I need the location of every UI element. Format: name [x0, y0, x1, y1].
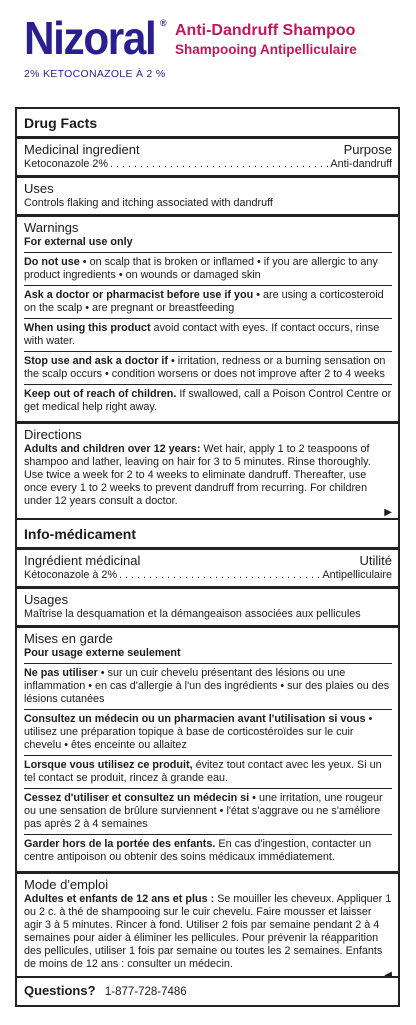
- directions-text: Se mouiller les cheveux. Appliquer 1 ou 2 c. à thé de shampooing sur le cuir chevelu. Faire mousser et laisser agir 3 à 5 minutes. Rincer à fond. Utiliser 2 fois par semaine pendant 2 à 4 semaines pour aider à éliminer les pellicules. Pour prévenir la réapparition des pellicules, utiliser 1 fois par semaine ou toutes les 2 semaines. Enfants de moins de 12 ans : consulter un médecin.: [24, 893, 392, 970]
- uses-text: Maîtrise la desquamation et la démangeaison associées aux pellicules: [24, 608, 361, 620]
- uses-heading: Usages: [24, 592, 69, 607]
- ask-doctor-text: • utilisez une préparation topique à base de corticostéroïdes sur le cuir chevelu • êtes enceinte ou allaitez: [24, 713, 373, 751]
- directions-section: [17, 871, 398, 985]
- warnings-heading: Mises en garde: [24, 631, 113, 646]
- ask-doctor-block: [24, 709, 392, 755]
- ingredient-heading: Medicinal ingredient: [24, 142, 140, 157]
- stop-use-label: Stop use and ask a doctor if: [24, 355, 168, 367]
- when-using-text: évitez tout contact avec les yeux. Si un tel contact se produit, rincez à grande eau.: [24, 759, 382, 784]
- when-using-label: Lorsque vous utilisez ce produit,: [24, 759, 193, 771]
- questions-box: [15, 976, 400, 1007]
- drug-facts-panel-en: [15, 107, 400, 524]
- stop-use-block: [24, 788, 392, 834]
- when-using-block: [24, 755, 392, 788]
- ask-doctor-text: • are using a corticosteroid on the scalp • are pregnant or breastfeeding: [24, 289, 384, 314]
- ask-doctor-block: [24, 285, 392, 318]
- keep-out-block: [24, 834, 392, 867]
- directions-label: Adultes et enfants de 12 ans et plus :: [24, 893, 215, 905]
- keep-out-label: Garder hors de la portée des enfants.: [24, 838, 216, 850]
- brand-strength: 2% KETOCONAZOLE À 2 %: [24, 68, 166, 80]
- drug-facts-panel-fr: [15, 518, 400, 987]
- dot-leader: [119, 569, 320, 582]
- ingredient-value: Ketoconazole 2%: [24, 158, 109, 170]
- keep-out-text: En cas d'ingestion, contacter un centre antipoison ou obtenir des soins médicaux immédiatement.: [24, 838, 372, 863]
- directions-section: [17, 421, 398, 522]
- do-not-use-label: Do not use: [24, 256, 80, 268]
- ask-doctor-label: Consultez un médecin ou un pharmacien avant l'utilisation si vous: [24, 713, 366, 725]
- ingredient-section: [17, 136, 398, 175]
- purpose-value: Antipelliculaire: [322, 569, 392, 581]
- panel-title: Drug Facts: [24, 115, 98, 131]
- stop-use-label: Cessez d'utiliser et consultez un médecin si: [24, 792, 250, 804]
- ask-doctor-label: Ask a doctor or pharmacist before use if you: [24, 289, 254, 301]
- directions-text: Wet hair, apply 1 to 2 teaspoons of shampoo and lather, leaving on hair for 3 to 5 minutes. Rinse thoroughly. Use twice a week for 2 to 4 weeks to eliminate dandruff. Thereafter, use once every 1 to 2 weeks to prevent dandruff from recurring. For children under 12 years consult a doctor.: [24, 443, 371, 507]
- purpose-heading: Utilité: [359, 553, 392, 568]
- directions-heading: Directions: [24, 427, 82, 442]
- keep-out-text: If swallowed, call a Poison Control Centre or get medical help right away.: [24, 388, 392, 413]
- ingredient-value: Kétoconazole à 2%: [24, 569, 118, 581]
- ingredient-heading: Ingrédient médicinal: [24, 553, 141, 568]
- keep-out-block: [24, 384, 392, 417]
- do-not-use-text: • on scalp that is broken or inflamed • if you are allergic to any product ingredients • on wounds or damaged skin: [24, 256, 378, 281]
- directions-heading: Mode d'emploi: [24, 877, 109, 892]
- warnings-section: [17, 625, 398, 871]
- product-title-en: Anti-Dandruff Shampoo: [175, 22, 356, 39]
- do-not-use-block: [24, 252, 392, 285]
- when-using-block: [24, 318, 392, 351]
- ingredient-section: [17, 547, 398, 586]
- external-use-note: For external use only: [24, 236, 133, 248]
- panel-title: Info-médicament: [24, 526, 137, 542]
- when-using-text: avoid contact with eyes. If contact occurs, rinse with water.: [24, 322, 380, 347]
- do-not-use-block: [24, 663, 392, 709]
- uses-text: Controls flaking and itching associated with dandruff: [24, 197, 273, 209]
- external-use-note: Pour usage externe seulement: [24, 647, 181, 659]
- when-using-label: When using this product: [24, 322, 151, 334]
- do-not-use-text: • sur un cuir chevelu présentant des lésions ou une inflammation • en cas d'allergie à l'un des ingrédients • sur des plaies ou des lésions cutanées: [24, 667, 390, 705]
- warnings-section: [17, 214, 398, 421]
- uses-heading: Uses: [24, 181, 54, 196]
- registered-mark: ®: [160, 18, 167, 28]
- questions-label: Questions?: [24, 983, 96, 998]
- keep-out-label: Keep out of reach of children.: [24, 388, 177, 400]
- purpose-value: Anti-dandruff: [330, 158, 392, 170]
- uses-section: [17, 586, 398, 625]
- directions-label: Adults and children over 12 years:: [24, 443, 201, 455]
- warnings-heading: Warnings: [24, 220, 79, 235]
- continue-arrow-icon: ▶: [384, 507, 392, 518]
- product-header: [0, 0, 416, 104]
- stop-use-text: • une irritation, une rougeur ou une sensation de brûlure surviennent • l'état s'aggrave ou ne s'améliore pas après 2 à 4 semaines: [24, 792, 383, 830]
- stop-use-block: [24, 351, 392, 384]
- product-title-fr: Shampooing Antipelliculaire: [175, 42, 357, 57]
- purpose-heading: Purpose: [343, 142, 392, 157]
- dot-leader: [110, 158, 328, 171]
- stop-use-text: • irritation, redness or a burning sensation on the scalp occurs • condition worsens or does not improve after 2 to 4 weeks: [24, 355, 386, 380]
- do-not-use-label: Ne pas utiliser: [24, 667, 98, 679]
- questions-phone: 1-877-728-7486: [104, 986, 187, 998]
- uses-section: [17, 175, 398, 214]
- brand-logo: Nizoral: [24, 12, 156, 64]
